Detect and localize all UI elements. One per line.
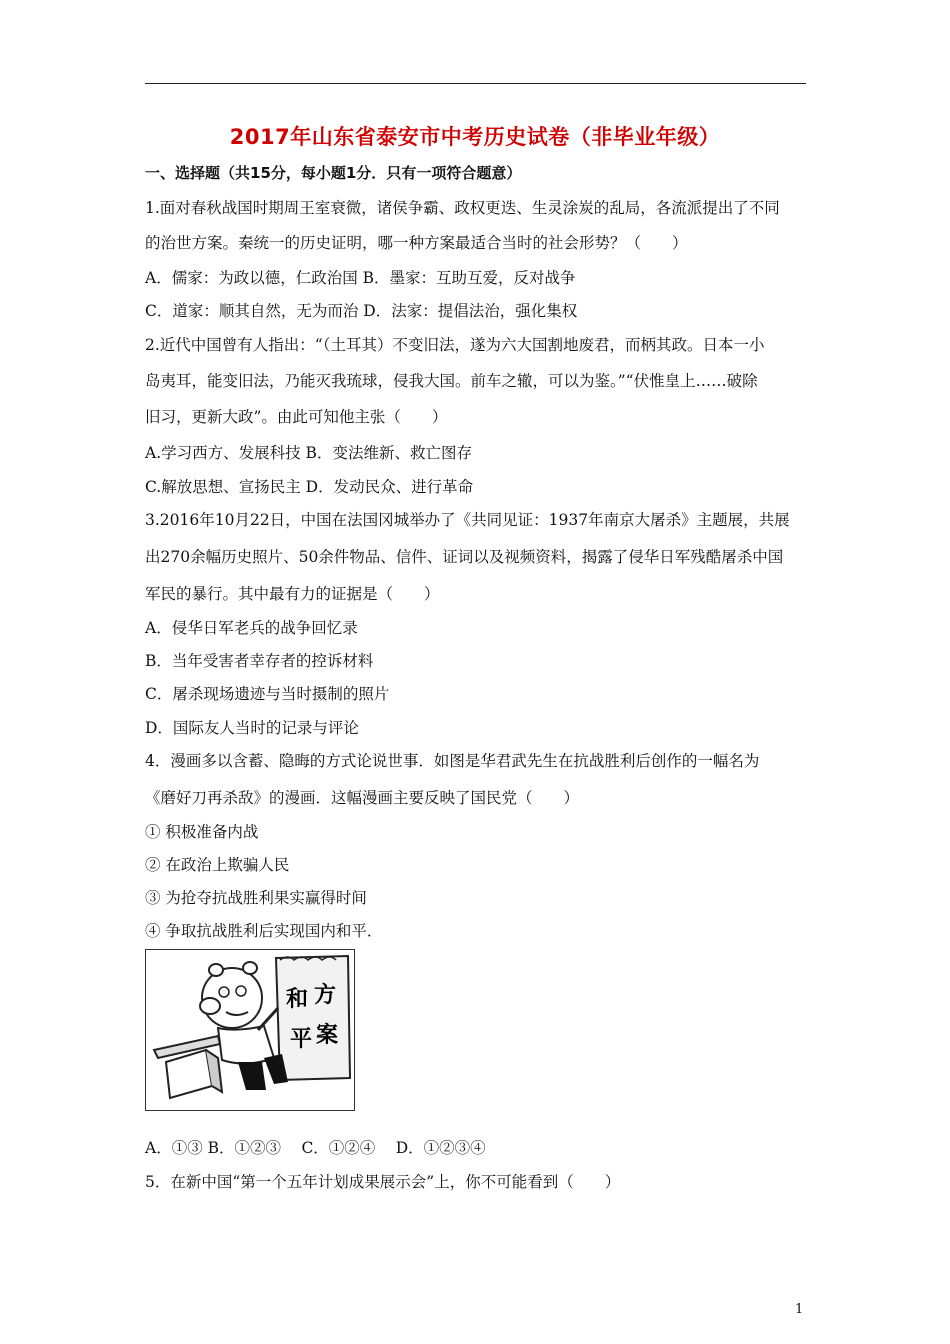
sign-char: 方 [314,982,337,1008]
statement-line: ④ 争取抗战胜利后实现国内和平． [145,922,383,940]
text-line: 1.面对春秋战国时期周王室衰微，诸侯争霸、政权更迭、生灵涂炭的乱局，各流派提出了不同 [145,199,780,217]
option-line: C．屠杀现场遗迹与当时摄制的照片 [145,685,390,703]
question-5-stem: 5．在新中国“第一个五年计划成果展示会”上，你不可能看到（ ） [145,1173,621,1191]
text-line: 旧习，更新大政”。由此可知他主张（ ） [145,408,448,426]
option-line: A．儒家：为政以德，仁政治国 B．墨家：互助互爱，反对战争 [145,269,576,287]
text-line: 2.近代中国曾有人指出：“（土耳其）不变旧法，遂为六大国割地废君，而柄其政。日本一小 [145,336,765,354]
page-number: 1 [795,1302,804,1317]
statement-line: ② 在政治上欺骗人民 [145,856,290,874]
text-line: 军民的暴行。其中最有力的证据是（ ） [145,585,440,603]
option-line: C.解放思想、宣扬民主 D．发动民众、进行革命 [145,478,474,496]
section-heading: 一、选择题（共15分，每小题1分．只有一项符合题意） [145,164,522,182]
option-line: D．国际友人当时的记录与评论 [145,719,359,737]
text-line: 出270余幅历史照片、50余件物品、信件、证词以及视频资料，揭露了侵华日军残酷屠杀中国 [145,548,784,566]
option-line: A.学习西方、发展科技 B．变法维新、救亡图存 [145,444,472,462]
header-rule [145,83,806,84]
text-line: 岛夷耳，能变旧法，乃能灭我琉球，侵我大国。前车之辙，可以为鉴。”“伏惟皇上……破除 [145,372,758,390]
option-line: C．道家：顺其自然，无为而治 D．法家：提倡法治，强化集权 [145,302,578,320]
page-title: 2017年山东省泰安市中考历史试卷（非毕业年级） [229,125,721,149]
cartoon-image [145,949,355,1111]
option-line: B．当年受害者幸存者的控诉材料 [145,652,374,670]
answer-options: A．①③ B．①②③ C．①②④ D．①②③④ [145,1139,486,1157]
sign-char: 和 [286,986,309,1012]
sign-char: 案 [316,1022,339,1048]
text-line: 《磨好刀再杀敌》的漫画．这幅漫画主要反映了国民党（ ） [145,789,580,807]
text-line: 的治世方案。秦统一的历史证明，哪一种方案最适合当时的社会形势？（ ） [145,234,688,252]
statement-line: ③ 为抢夺抗战胜利果实赢得时间 [145,889,367,907]
statement-line: ① 积极准备内战 [145,823,259,841]
option-line: A．侵华日军老兵的战争回忆录 [145,619,358,637]
text-line: 3.2016年10月22日，中国在法国冈城举办了《共同见证：1937年南京大屠杀》主题展，共展 [145,511,790,529]
cartoon-drawing [146,950,353,1109]
sign-char: 平 [290,1026,313,1052]
text-line: 4．漫画多以含蓄、隐晦的方式论说世事．如图是华君武先生在抗战胜利后创作的一幅名为 [145,752,760,770]
